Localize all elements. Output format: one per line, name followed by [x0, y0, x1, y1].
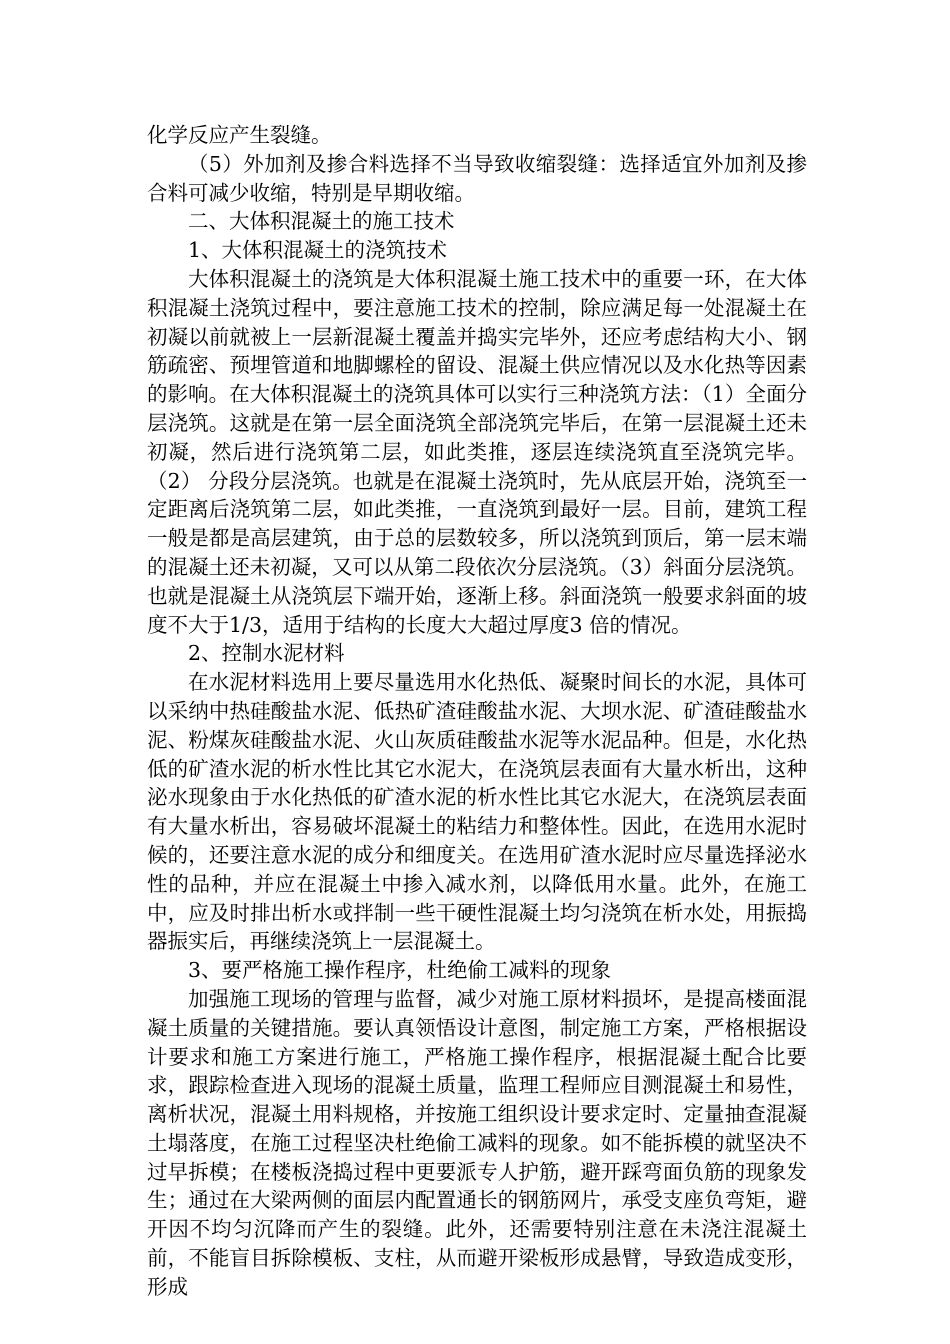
section-heading-construction-technology: 二、大体积混凝土的施工技术 [188, 209, 455, 234]
subheading-operating-procedures: 3、要严格施工操作程序，杜绝偷工减料的现象 [188, 958, 612, 983]
paragraph-pouring-methods: 大体积混凝土的浇筑是大体积混凝土施工技术中的重要一环，在大体积混凝土浇筑过程中，要注意施工技术的控制，除应满足每一处混凝土在初凝以前就被上一层新混凝土覆盖并捣实完毕外，还应考虑结构大小、钢筋疏密、预埋管道和地脚螺栓的留设、混凝土供应情况以及水化热等因素的影响。在大体积混凝土的浇筑具体可以实行三种浇筑方法：（1）全面分层浇筑。这就是在第一层全面浇筑全部浇筑完毕后，在第一层混凝土还未初凝，然后进行浇筑第二层，如此类推，逐层连续浇筑直至浇筑完毕。（2） 分段分层浇筑。也就是在混凝土浇筑时，先从底层开始，浇筑至一定距离后浇筑第二层，如此类推，一直浇筑到最好一层。目前，建筑工程一般是都是高层建筑，由于总的层数较多，所以浇筑到顶后，第一层末端的混凝土还未初凝，又可以从第二段依次分层浇筑。（3）斜面分层浇筑。也就是混凝土从浇筑层下端开始，逐渐上移。斜面浇筑一般要求斜面的坡度不大于1/3，适用于结构的长度大大超过厚度3 倍的情况。 [147, 266, 807, 637]
paragraph-site-management: 加强施工现场的管理与监督，减少对施工原材料损坏，是提高楼面混凝土质量的关键措施。要认真领悟设计意图，制定施工方案，严格根据设计要求和施工方案进行施工，严格施工操作程序，根据混凝土配合比要求，跟踪检查进入现场的混凝土质量，监理工程师应目测混凝土和易性，离析状况，混凝土用料规格，并按施工组织设计要求定时、定量抽查混凝土塌落度，在施工过程坚决杜绝偷工减料的现象。如不能拆模的就坚决不过早拆模；在楼板浇捣过程中更要派专人护筋，避开踩弯面负筋的现象发生；通过在大梁两侧的面层内配置通长的钢筋网片，承受支座负弯矩，避开因不均匀沉降而产生的裂缝。此外，还需要特别注意在未浇注混凝土前，不能盲目拆除模板、支柱，从而避开梁板形成悬臂，导致造成变形，形成 [147, 986, 807, 1299]
subheading-cement-materials: 2、控制水泥材料 [188, 641, 345, 666]
paragraph-2: （5）外加剂及掺合料选择不当导致收缩裂缝：选择适宜外加剂及掺合料可减少收缩，特别是早期收缩。 [147, 151, 807, 205]
document-body [147, 121, 807, 1302]
paragraph-1: 化学反应产生裂缝。 [147, 123, 332, 147]
paragraph-cement-selection: 在水泥材料选用上要尽量选用水化热低、凝聚时间长的水泥，具体可以采纳中热硅酸盐水泥、低热矿渣硅酸盐水泥、大坝水泥、矿渣硅酸盐水泥、粉煤灰硅酸盐水泥、火山灰质硅酸盐水泥等水泥品种。但是，水化热低的矿渣水泥的析水性比其它水泥大，在浇筑层表面有大量水析出，这种泌水现象由于水化热低的矿渣水泥的析水性比其它水泥大，在浇筑层表面有大量水析出，容易破坏混凝土的粘结力和整体性。因此，在选用水泥时候的，还要注意水泥的成分和细度关。在选用矿渣水泥时应尽量选择泌水性的品种，并应在混凝土中掺入减水剂，以降低用水量。此外，在施工中，应及时排出析水或拌制一些干硬性混凝土均匀浇筑在析水处，用振捣器振实后，再继续浇筑上一层混凝土。 [147, 670, 807, 954]
subheading-pouring-technology: 1、大体积混凝土的浇筑技术 [188, 238, 448, 263]
